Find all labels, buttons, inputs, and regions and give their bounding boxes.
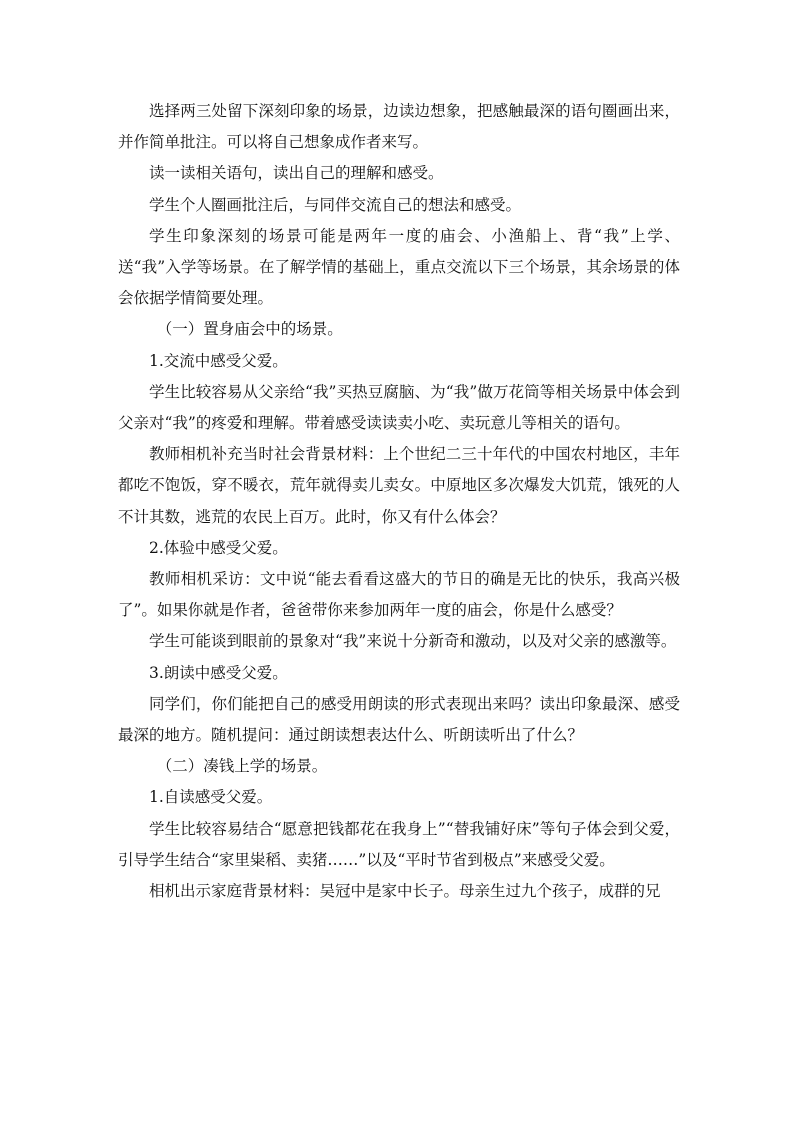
subheading-reading-aloud: 3.朗读中感受父爱。	[149, 663, 288, 682]
paragraph-teacher-interview: 教师相机采访：文中说“能去看看这盛大的节日的确是无比的快乐，我高兴极了”。如果你就是作者，爸爸带你来参加两年一度的庙会，你是什么感受？	[118, 570, 680, 620]
paragraph-peer-exchange: 学生个人圈画批注后，与同伴交流自己的想法和感受。	[149, 195, 522, 214]
subheading-exchange: 1.交流中感受父爱。	[149, 351, 288, 370]
section-heading-temple-fair: （一）置身庙会中的场景。	[156, 320, 343, 339]
subheading-experience: 2.体验中感受父爱。	[149, 538, 288, 557]
paragraph-father-love: 学生比较容易从父亲给“我”买热豆腐脑、为“我”做万花筒等相关场景中体会到父亲对“我”的疼爱和理解。带着感受读读卖小吃、卖玩意儿等相关的语句。	[118, 382, 680, 433]
paragraph-family-background: 相机出示家庭背景材料：吴冠中是家中长子。母亲生过九个孩子，成群的兄	[149, 882, 661, 901]
paragraph-instruction: 选择两三处留下深刻印象的场景，边读边想象，把感触最深的语句圈画出来，并作简单批注。可以将自己想象成作者来写。	[118, 102, 680, 152]
paragraph-student-response: 学生可能谈到眼前的景象对“我”来说十分新奇和激动，以及对父亲的感激等。	[149, 632, 677, 651]
paragraph-background-material: 教师相机补充当时社会背景材料：上个世纪二三十年代的中国农村地区，丰年都吃不饱饭，穿不暖衣，荒年就得卖儿卖女。中原地区多次爆发大饥荒，饿死的人不计其数，逃荒的农民上百万。此时，你又有什么体会？	[118, 445, 680, 526]
section-heading-tuition-money: （二）凑钱上学的场景。	[156, 757, 328, 776]
paragraph-scenes-overview: 学生印象深刻的场景可能是两年一度的庙会、小渔船上、背“我”上学、送“我”入学等场景。在了解学情的基础上，重点交流以下三个场景，其余场景的体会依据学情简要处理。	[118, 226, 680, 308]
subheading-self-reading: 1.自读感受父爱。	[149, 788, 273, 807]
paragraph-key-sentences: 学生比较容易结合“愿意把钱都花在我身上”“替我铺好床”等句子体会到父爱，引导学生结合“家里粜稻、卖猪……”以及“平时节省到极点”来感受父爱。	[118, 819, 680, 869]
paragraph-read-sentences: 读一读相关语句，读出自己的理解和感受。	[149, 164, 444, 183]
paragraph-reading-prompt: 同学们，你们能把自己的感受用朗读的形式表现出来吗？读出印象最深、感受最深的地方。随机提问：通过朗读想表达什么、听朗读听出了什么？	[118, 694, 680, 745]
document-body	[118, 96, 680, 907]
